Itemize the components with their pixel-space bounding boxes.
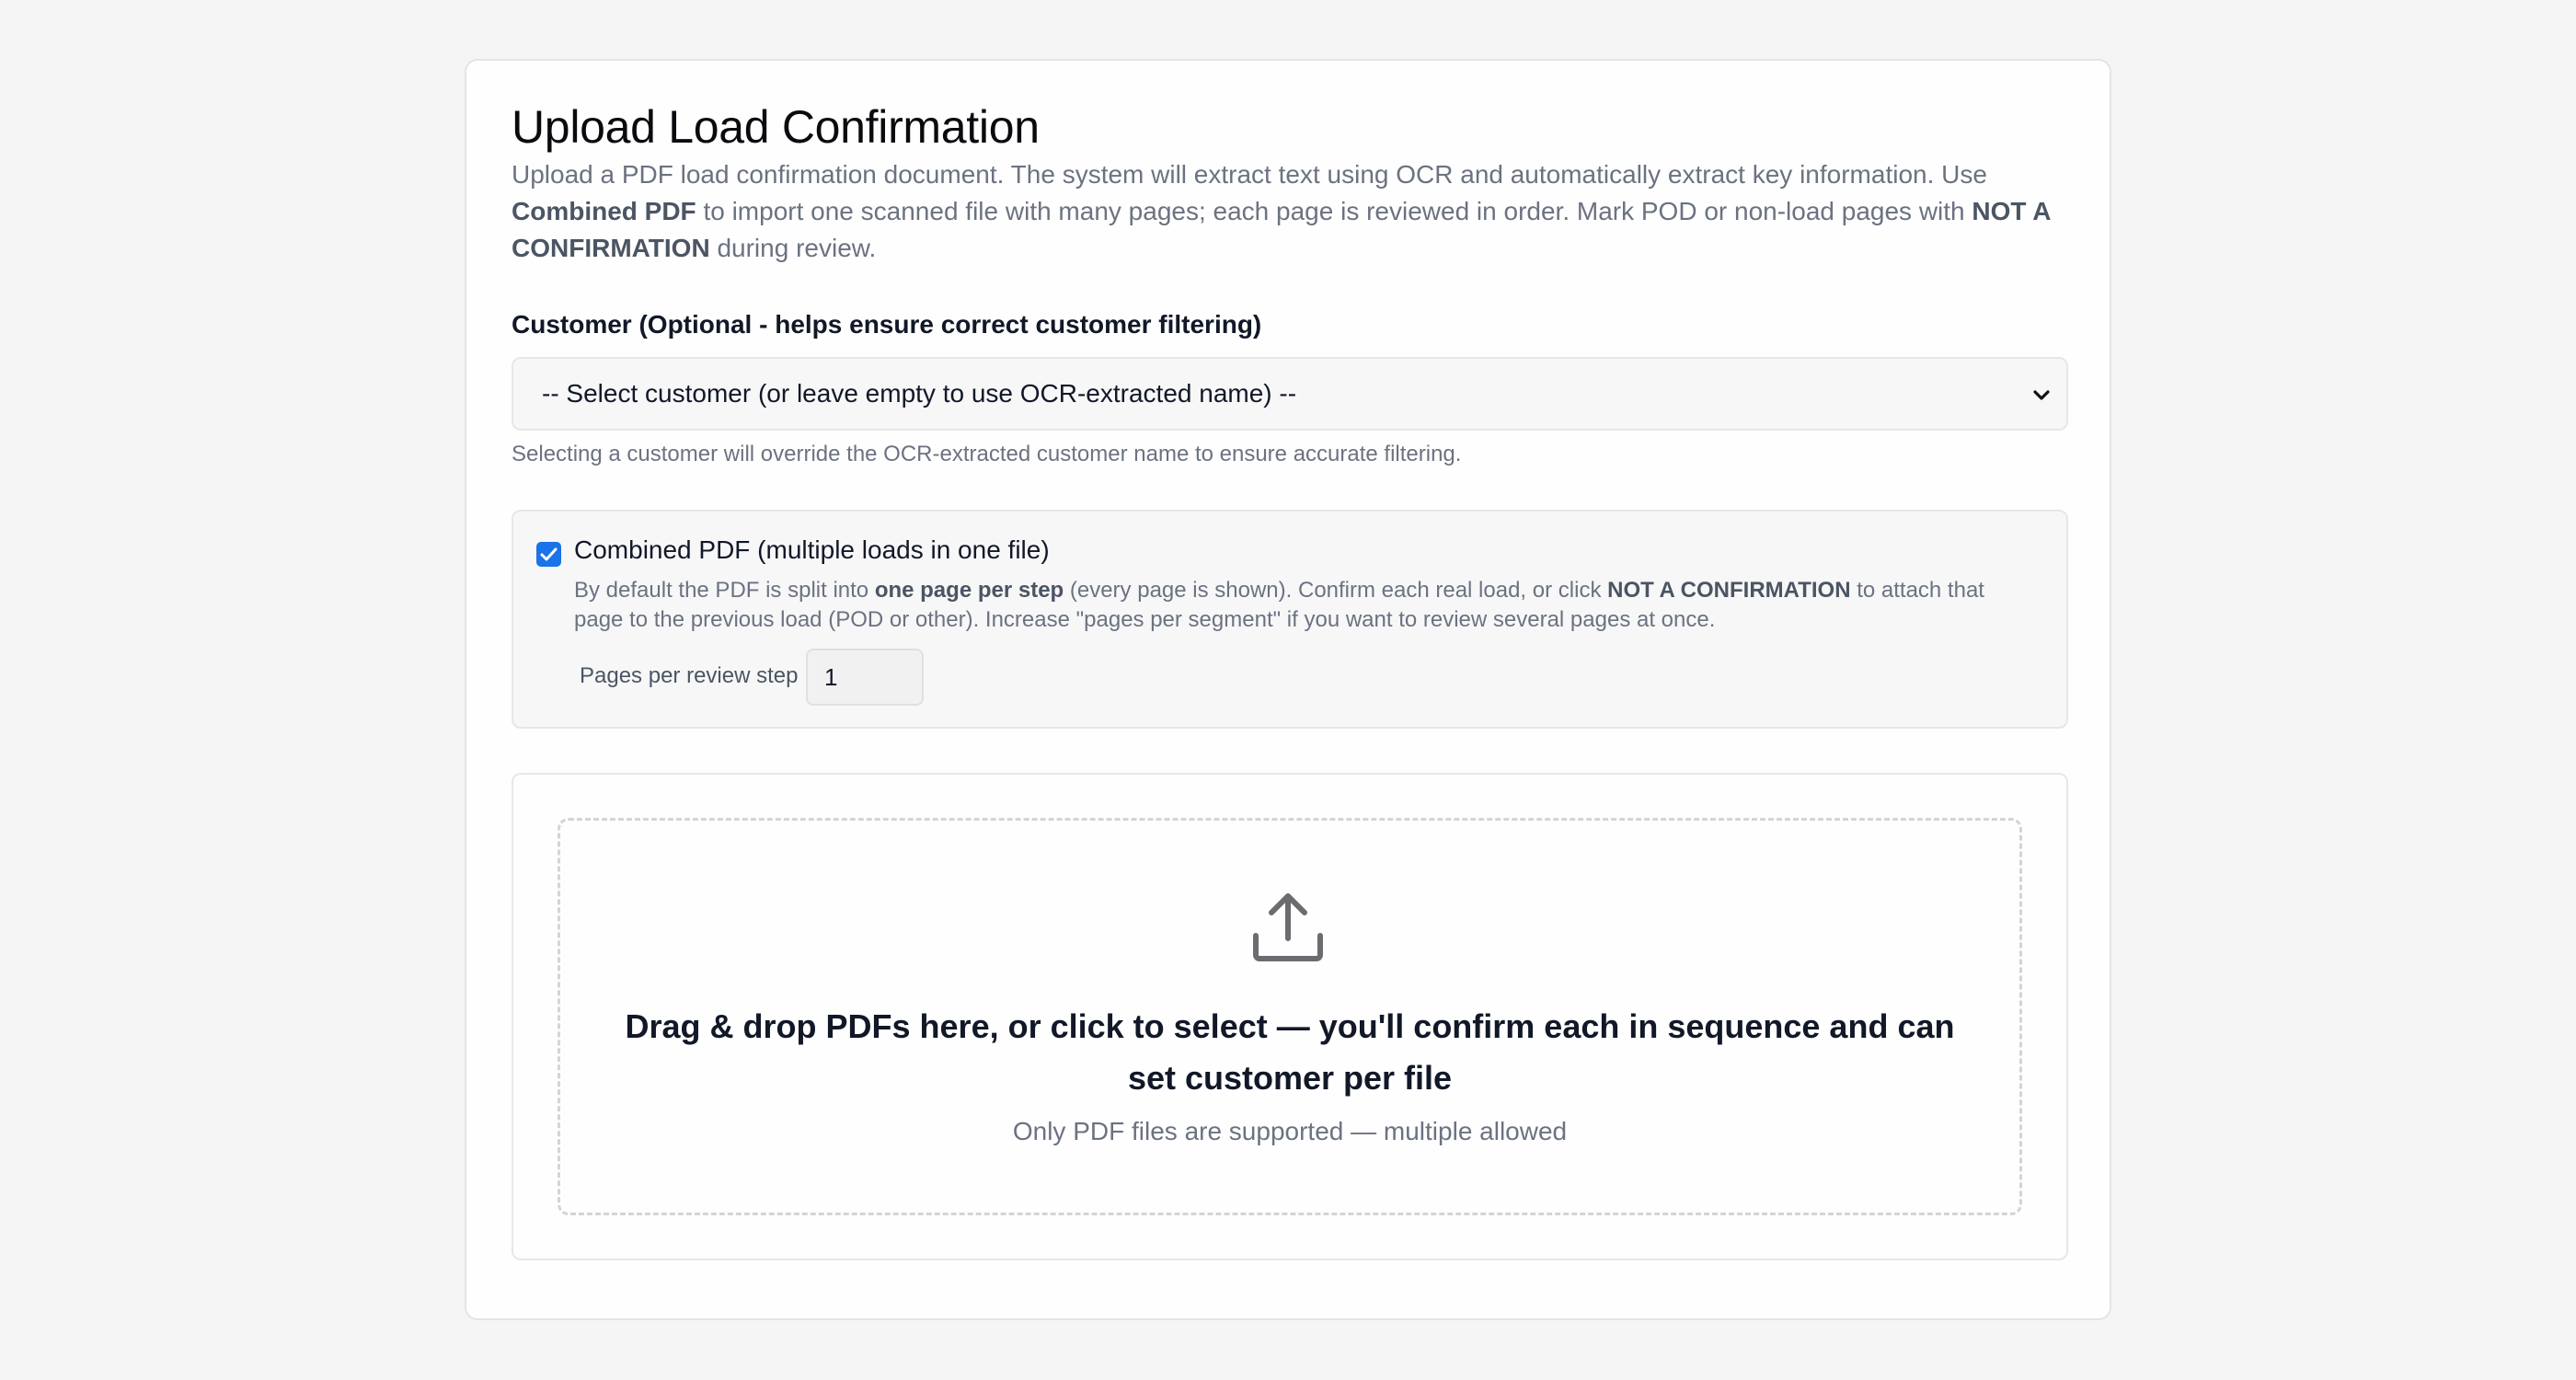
upload-icon xyxy=(1247,885,1329,968)
dropzone-sub-text: Only PDF files are supported — multiple allowed xyxy=(1012,1117,1568,1145)
customer-label: Customer (Optional - helps ensure correct customer filtering) xyxy=(512,310,1262,339)
intro-text xyxy=(512,156,2076,267)
intro-bold-combined-pdf: Combined PDF xyxy=(512,197,696,225)
customer-select[interactable] xyxy=(512,357,2068,431)
combined-pdf-label[interactable]: Combined PDF (multiple loads in one file) xyxy=(574,535,1050,564)
pages-per-step-input[interactable]: 1 xyxy=(806,649,924,706)
pages-per-step-label: Pages per review step xyxy=(580,663,799,688)
page-title: Upload Load Confirmation xyxy=(512,101,1040,153)
upload-panel xyxy=(512,773,2068,1260)
chevron-down-icon xyxy=(2031,385,2052,405)
intro-part-1: Upload a PDF load confirmation document. The system will extract text using OCR and automatically extract key information. Use xyxy=(512,160,1987,189)
pdf-dropzone[interactable] xyxy=(558,818,2022,1215)
intro-part-2: to import one scanned file with many pages; each page is reviewed in order. Mark POD or non-load pages with xyxy=(696,197,1972,225)
combined-pdf-description xyxy=(574,576,2037,635)
desc-bold-one-page-per-step: one page per step xyxy=(874,578,1064,603)
upload-card xyxy=(465,59,2111,1320)
desc-bold-not-a-confirmation: NOT A CONFIRMATION xyxy=(1607,578,1851,603)
intro-bold-not-a-confirmation: NOT A CONFIRMATION xyxy=(512,197,2051,262)
dropzone-main-text: Drag & drop PDFs here, or click to select — you'll confirm each in sequence and can set customer per file xyxy=(625,1007,1955,1097)
desc-part-3: to attach that page to the previous load (POD or other). Increase "pages per segment" if you want to review several pages at once. xyxy=(574,578,1984,632)
desc-part-2: (every page is shown). Confirm each real load, or click xyxy=(1064,578,1608,603)
desc-part-1: By default the PDF is split into xyxy=(574,578,875,603)
customer-help-text: Selecting a customer will override the OCR-extracted customer name to ensure accurate filtering. xyxy=(512,442,1462,466)
checkmark-icon xyxy=(540,546,558,562)
combined-pdf-panel xyxy=(512,510,2068,729)
customer-select-value: -- Select customer (or leave empty to use OCR-extracted name) -- xyxy=(542,379,1297,408)
combined-pdf-checkbox[interactable] xyxy=(536,542,561,567)
intro-part-3: during review. xyxy=(709,234,877,262)
